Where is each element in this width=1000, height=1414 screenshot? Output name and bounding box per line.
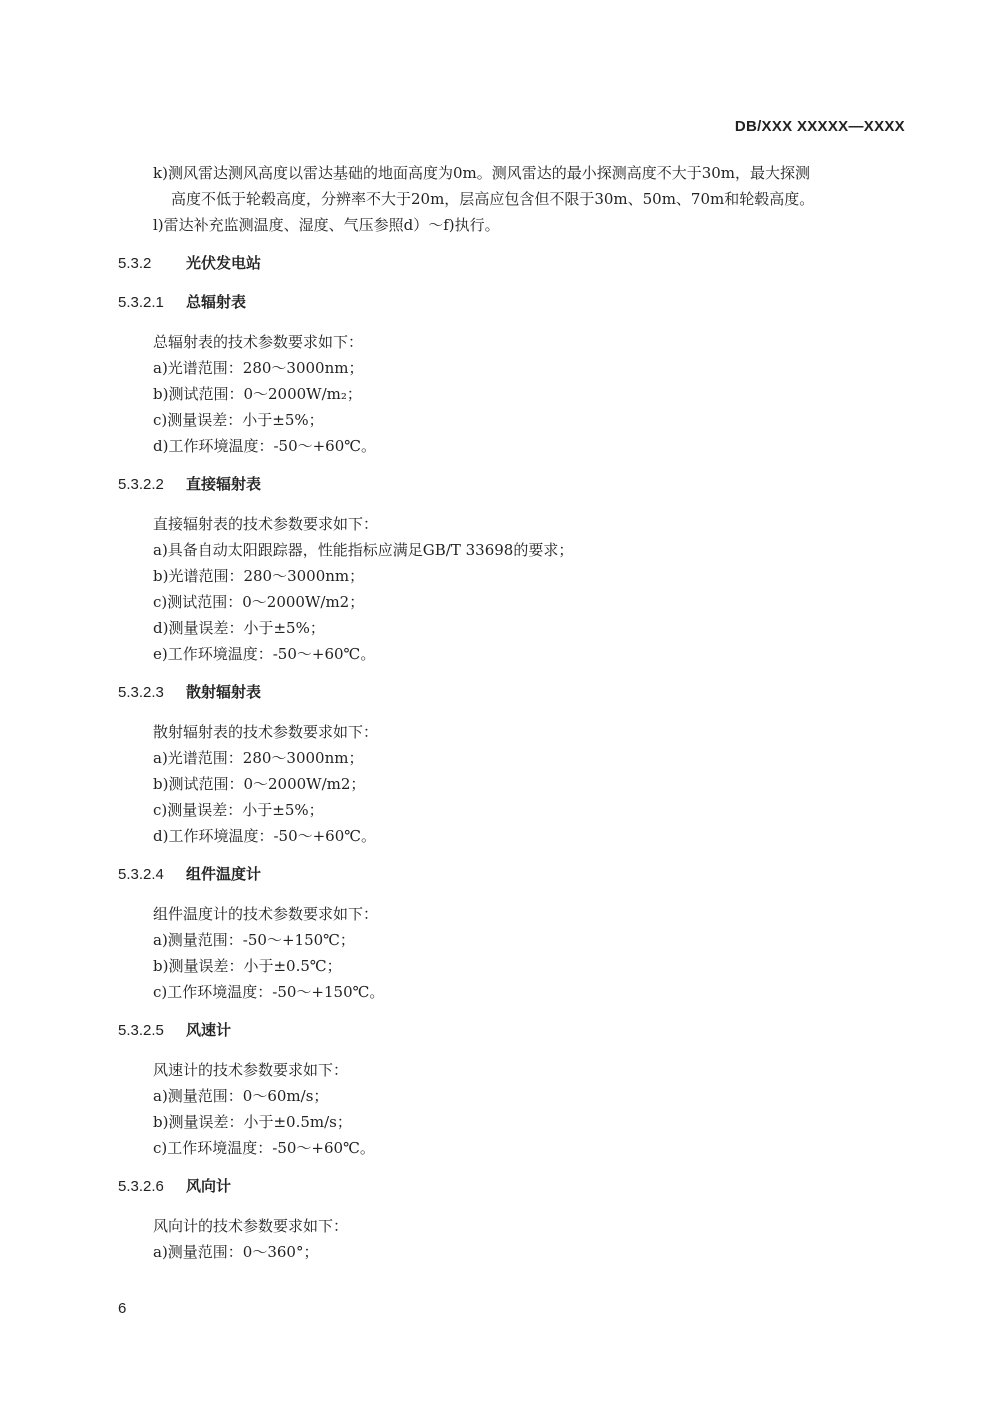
section-number: 5.3.2 [118, 255, 152, 272]
list-item: c)工作环境温度：-50～+150℃。 [153, 983, 385, 1001]
list-item: b)测量误差：小于±0.5m/s； [153, 1113, 352, 1131]
section-5-3-2-4-heading [118, 862, 918, 888]
list-item: a)光谱范围：280～3000nm； [153, 749, 364, 767]
section-5-3-2-1-heading [118, 290, 918, 316]
section-title: 风速计 [186, 1022, 232, 1039]
list-item: a)测量范围：0～60m/s； [153, 1087, 329, 1105]
list-item: d)测量误差：小于±5%； [153, 619, 325, 637]
list-item: d)工作环境温度：-50～+60℃。 [153, 437, 377, 455]
list-item: c)测量误差：小于±5%； [153, 801, 324, 819]
section-intro: 总辐射表的技术参数要求如下： [153, 333, 364, 351]
section-intro: 散射辐射表的技术参数要求如下： [153, 723, 379, 741]
item-k-line2: 高度不低于轮毂高度，分辨率不大于20m，层高应包含但不限于30m、50m、70m和轮毂高度。 [171, 190, 815, 208]
section-number: 5.3.2.3 [118, 684, 164, 701]
list-item: a)具备自动太阳跟踪器，性能指标应满足GB/T 33698的要求； [153, 541, 574, 559]
page-number: 6 [118, 1300, 127, 1317]
list-item: c)测试范围：0～2000W/m2； [153, 593, 365, 611]
item-l: l)雷达补充监测温度、湿度、气压参照d）～f)执行。 [153, 216, 500, 234]
item-k-line1: k)测风雷达测风高度以雷达基础的地面高度为0m。测风雷达的最小探测高度不大于30m，最大探测 [153, 164, 811, 182]
list-item: b)测量误差：小于±0.5℃； [153, 957, 342, 975]
section-title: 直接辐射表 [186, 476, 262, 493]
section-intro: 风速计的技术参数要求如下： [153, 1061, 349, 1079]
section-intro: 直接辐射表的技术参数要求如下： [153, 515, 379, 533]
list-item: a)测量范围：-50～+150℃； [153, 931, 355, 949]
list-item: a)光谱范围：280～3000nm； [153, 359, 364, 377]
section-5-3-2-3-heading [118, 680, 918, 706]
list-item: e)工作环境温度：-50～+60℃。 [153, 645, 376, 663]
section-5-3-2-heading [118, 251, 918, 277]
section-5-3-2-5-heading [118, 1018, 918, 1044]
list-item: b)测试范围：0～2000W/m2； [153, 775, 366, 793]
section-intro: 组件温度计的技术参数要求如下： [153, 905, 379, 923]
section-number: 5.3.2.1 [118, 294, 164, 311]
section-5-3-2-2-heading [118, 472, 918, 498]
section-intro: 风向计的技术参数要求如下： [153, 1217, 349, 1235]
list-item: d)工作环境温度：-50～+60℃。 [153, 827, 377, 845]
section-5-3-2-6-heading [118, 1174, 918, 1200]
document-body [118, 160, 918, 1265]
section-number: 5.3.2.5 [118, 1022, 164, 1039]
section-title: 光伏发电站 [186, 255, 262, 272]
section-number: 5.3.2.2 [118, 476, 164, 493]
section-title: 组件温度计 [186, 866, 262, 883]
list-item: a)测量范围：0～360°； [153, 1243, 319, 1261]
document-code: DB/XXX XXXXX—XXXX [734, 118, 905, 135]
list-item: b)光谱范围：280～3000nm； [153, 567, 365, 585]
section-title: 总辐射表 [186, 294, 247, 311]
list-item: c)测量误差：小于±5%； [153, 411, 324, 429]
section-number: 5.3.2.6 [118, 1178, 164, 1195]
list-item: b)测试范围：0～2000W/m₂； [153, 385, 362, 403]
list-item: c)工作环境温度：-50～+60℃。 [153, 1139, 375, 1157]
section-title: 散射辐射表 [186, 684, 262, 701]
section-title: 风向计 [186, 1178, 232, 1195]
section-number: 5.3.2.4 [118, 866, 164, 883]
